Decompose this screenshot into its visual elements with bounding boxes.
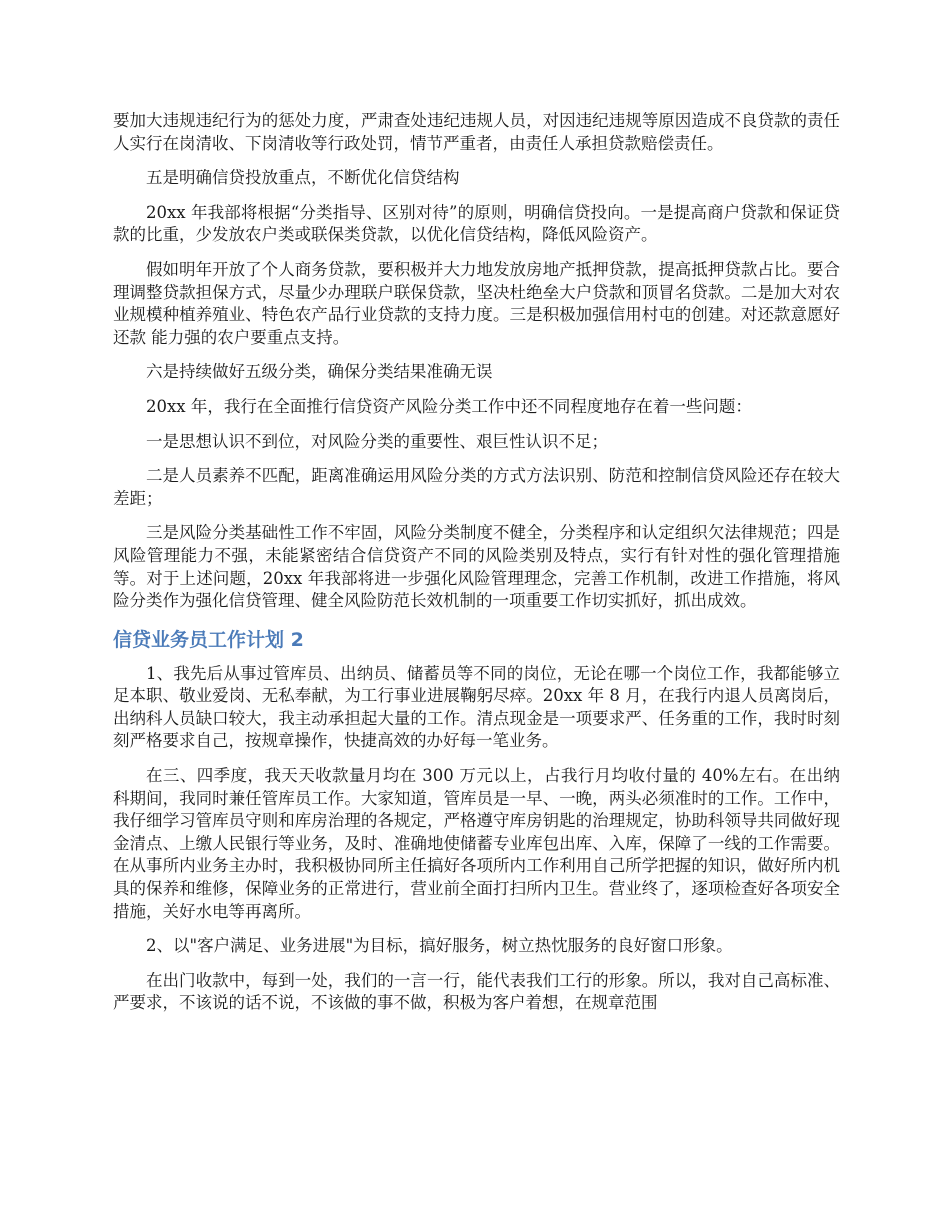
paragraph: 二是人员素养不匹配，距离准确运用风险分类的方式方法识别、防范和控制信贷风险还存在较大差距； xyxy=(113,466,840,508)
paragraph: 要加大违规违纪行为的惩处力度，严肃查处违纪违规人员，对因违纪违规等原因造成不良贷款的责任人实行在岗清收、下岗清收等行政处罚，情节严重者，由责任人承担贷款赔偿责任。 xyxy=(113,111,840,153)
paragraph: 三是风险分类基础性工作不牢固，风险分类制度不健全，分类程序和认定组织欠法律规范；四是风险管理能力不强，未能紧密结合信贷资产不同的风险类别及特点，实行有针对性的强化管理措施等。对于上述问题，20xx 年我部将进一步强化风险管理理念，完善工作机制，改进工作措施，将风险分类作为强化信贷管理、健全风险防范长效机制的一项重要工作切实抓好，抓出成效。 xyxy=(113,523,840,611)
paragraph: 假如明年开放了个人商务贷款，要积极并大力地发放房地产抵押贷款，提高抵押贷款占比。要合理调整贷款担保方式，尽量少办理联户联保贷款，坚决杜绝垒大户贷款和顶冒名贷款。二是加大对农业规模种植养殖业、特色农产品行业贷款的支持力度。三是积极加强信用村屯的创建。对还款意愿好还款 能力强的农户要重点支持。 xyxy=(113,259,840,347)
paragraph: 一是思想认识不到位，对风险分类的重要性、艰巨性认识不足； xyxy=(146,431,608,451)
paragraph: 1、我先后从事过管库员、出纳员、储蓄员等不同的岗位，无论在哪一个岗位工作，我都能够立足本职、敬业爱岗、无私奉献，为工行事业进展鞠躬尽瘁。20xx 年 8 月，在我行内退人员离岗后，出纳科人员缺口较大，我主动承担起大量的工作。清点现金是一项要求严、任务重的工作，我时时刻刻严格要求自己，按规章操作，快捷高效的办好每一笔业务。 xyxy=(113,663,840,751)
paragraph: 在三、四季度，我天天收款量月均在 300 万元以上，占我行月均收付量的 40%左右。在出纳科期间，我同时兼任管库员工作。大家知道，管库员是一早、一晚，两头必须准时的工作。工作中，我仔细学习管库员守则和库房治理的各规定，严格遵守库房钥匙的治理规定，协助科领导共同做好现金清点、上缴人民银行等业务，及时、准确地使储蓄专业库包出库、入库，保障了一线的工作需要。在从事所内业务主办时，我积极协同所主任搞好各项所内工作利用自己所学把握的知识，做好所内机具的保养和维修，保障业务的正常进行，营业前全面打扫所内卫生。营业终了，逐项检查好各项安全措施，关好水电等再离所。 xyxy=(113,766,840,921)
document-page xyxy=(113,110,840,1027)
paragraph: 在出门收款中，每到一处，我们的一言一行，能代表我们工行的形象。所以，我对自己高标准、严要求，不该说的话不说，不该做的事不做，积极为客户着想，在规章范围 xyxy=(113,970,840,1013)
paragraph: 20xx 年，我行在全面推行信贷资产风险分类工作中还不同程度地存在着一些问题： xyxy=(146,396,752,416)
paragraph: 20xx 年我部将根据“分类指导、区别对待”的原则，明确信贷投向。一是提高商户贷款和保证贷款的比重，少发放农户类或联保类贷款，以优化信贷结构，降低风险资产。 xyxy=(113,202,840,245)
section-heading: 信贷业务员工作计划 2 xyxy=(113,628,304,651)
paragraph: 2、以"客户满足、业务进展"为目标，搞好服务，树立热忱服务的良好窗口形象。 xyxy=(146,936,733,956)
paragraph: 五是明确信贷投放重点，不断优化信贷结构 xyxy=(146,168,460,188)
paragraph: 六是持续做好五级分类，确保分类结果准确无误 xyxy=(146,362,493,382)
